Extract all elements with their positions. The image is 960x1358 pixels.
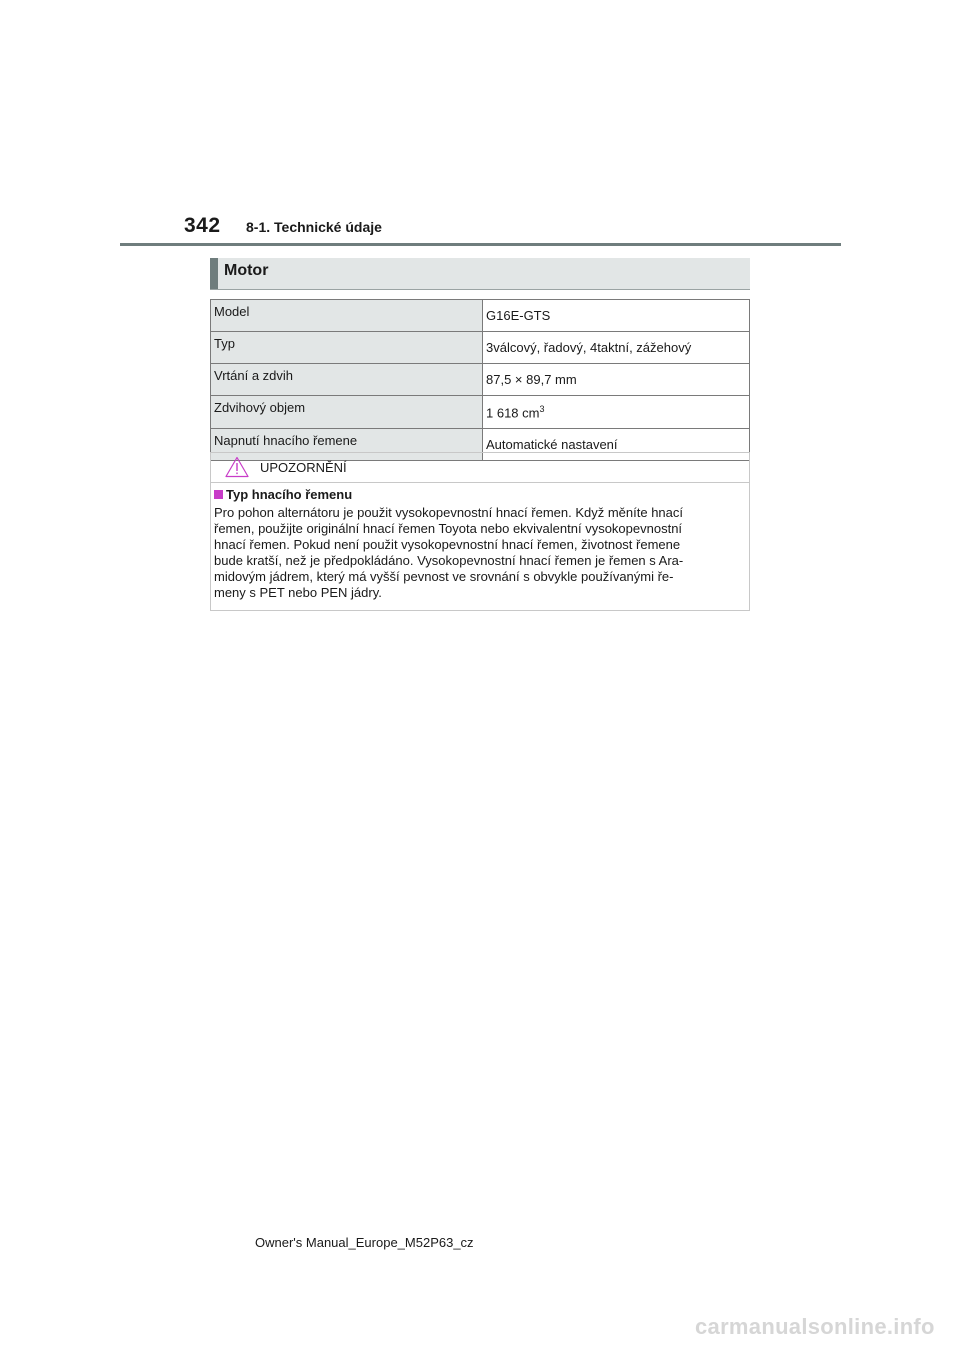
warning-line: Pro pohon alternátoru je použit vysokopevnostní hnací řemen. Když měníte hnací (214, 505, 683, 520)
warning-line: midovým jádrem, který má vyšší pevnost ve srovnání s obvykle používanými ře- (214, 569, 674, 584)
page-number: 342 (184, 214, 221, 237)
section-label: 8-1. Technické údaje (246, 219, 382, 235)
row-value: Automatické nastavení (483, 429, 750, 461)
warning-line: hnací řemen. Pokud není použit vysokopevnostní hnací řemen, životnost řemene (214, 537, 681, 552)
row-value: 3válcový, řadový, 4taktní, zážehový (483, 332, 750, 364)
section-title-bar (210, 258, 750, 290)
value-text: 1 618 cm (486, 405, 540, 421)
page-header (0, 0, 960, 250)
warning-subheading-text: Typ hnacího řemenu (226, 487, 353, 502)
warning-line: meny s PET nebo PEN jádry. (214, 585, 382, 600)
section-title: Motor (224, 262, 269, 279)
title-accent-bar (210, 258, 218, 289)
row-label: Vrtání a zdvih (211, 364, 483, 396)
warning-line: řemen, použijte originální hnací řemen Toyota nebo ekvivalentní vysokopevnostní (214, 521, 683, 536)
table-row (211, 396, 750, 429)
warning-body (214, 505, 744, 601)
page-footer: Owner's Manual_Europe_M52P63_cz (255, 1235, 474, 1250)
row-label: Typ (211, 332, 483, 364)
warning-line: bude kratší, než je předpokládáno. Vysokopevnostní hnací řemen je řemen s Ara- (214, 553, 684, 568)
table-row (211, 364, 750, 396)
row-value: 87,5 × 89,7 mm (483, 364, 750, 396)
row-label: Model (211, 300, 483, 332)
row-value: G16E-GTS (483, 300, 750, 332)
watermark: carmanualsonline.info (695, 1314, 935, 1339)
warning-triangle-icon (225, 456, 249, 478)
row-label: Napnutí hnacího řemene (211, 429, 483, 461)
bullet-square-icon (214, 490, 223, 499)
warning-box (210, 452, 750, 611)
value-superscript: 3 (539, 403, 545, 414)
warning-header (211, 453, 749, 483)
spec-table (210, 299, 750, 461)
warning-subheading (214, 487, 352, 502)
header-divider (120, 243, 841, 246)
row-value (483, 396, 750, 429)
warning-title: UPOZORNĚNÍ (260, 460, 347, 475)
row-label: Zdvihový objem (211, 396, 483, 429)
table-row (211, 332, 750, 364)
table-row (211, 300, 750, 332)
